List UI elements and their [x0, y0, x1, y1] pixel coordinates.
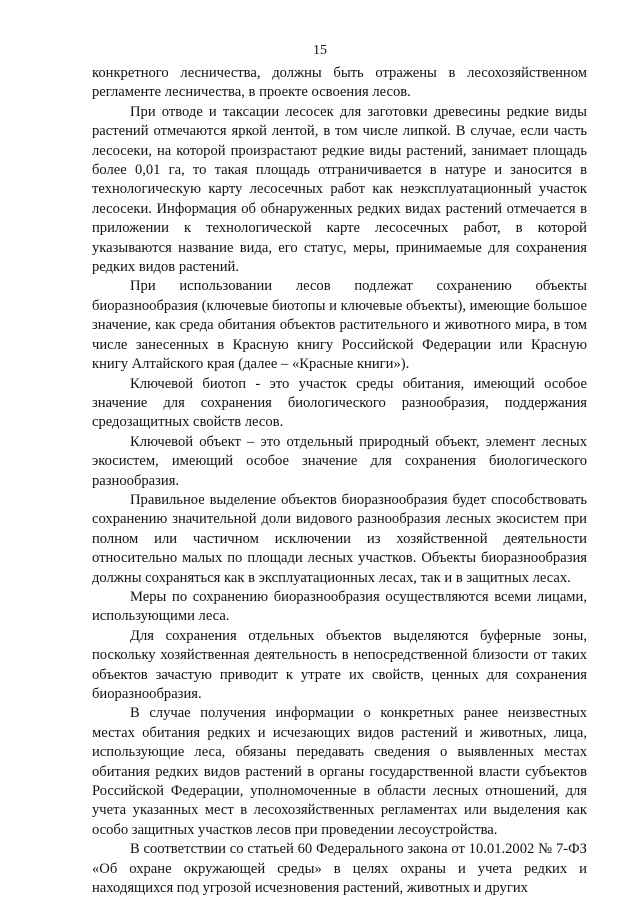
paragraph-federal-law: В соответствии со статьей 60 Федерального закона от 10.01.2002 № 7-ФЗ «Об охране окружающей среды» в целях охраны и учета редких и находящихся под угрозой исчезновения растений, животных и других — [92, 841, 587, 897]
page-number: 15 — [313, 43, 327, 58]
paragraph-correct-selection: Правильное выделение объектов биоразнообразия будет способствовать сохранению значительной доли видового разнообразия лесных экосистем при полном или частичном исключении из хозяйственной деятельности относительно малых по площади лесных участков. Объекты биоразнообразия должны сохраняться как в эксплуатационных лесах, так и в защитных лесах. — [92, 491, 587, 586]
paragraph-buffer-zones: Для сохранения отдельных объектов выделяются буферные зоны, поскольку хозяйственная деятельность в непосредственной близости от таких объектов зачастую приводит к утрате их свойств, ценных для сохранения биоразнообразия. — [92, 627, 587, 702]
paragraph-key-object: Ключевой объект – это отдельный природный объект, элемент лесных экосистем, имеющий особое значение для сохранения биологического разнообразия. — [92, 433, 587, 489]
paragraph-conservation-measures: Меры по сохранению биоразнообразия осуществляются всеми лицами, использующими леса. — [92, 588, 587, 625]
paragraph-key-biotope: Ключевой биотоп - это участок среды обитания, имеющий особое значение для сохранения биологического разнообразия, поддержания средозащитных свойств лесов. — [92, 375, 587, 431]
paragraph-continuation: конкретного лесничества, должны быть отражены в лесохозяйственном регламенте лесничества, в проекте освоения лесов. — [92, 65, 587, 101]
paragraph-information-reporting: В случае получения информации о конкретных ранее неизвестных местах обитания редких и исчезающих видов растений и животных, лица, использующие леса, обязаны передавать сведения о выявленных местах обитания редких видов растений в органы государственной власти субъектов Российской Федерации, уполномоченные в области лесных отношений, для учета указанных мест в лесохозяйственных регламентах или выделения как особо защитных участков лесов при проведении лесоустройства. — [92, 705, 587, 838]
document-body — [92, 64, 587, 898]
paragraph-logging-site-marking: При отводе и таксации лесосек для заготовки древесины редкие виды растений отмечаются яркой лентой, в том числе липкой. В случае, если часть лесосеки, на которой произрастают редкие виды растений, занимает площадь более 0,01 га, то такая площадь отграничивается в натуре и заносится в технологическую карту лесосечных работ как неэксплуатационный участок лесосеки. Информация об обнаруженных редких видах растений отмечается в приложении к технологической карте лесосечных работ, в которой указываются название вида, его статус, меры, принимаемые для сохранения редких видов растений. — [92, 103, 587, 276]
paragraph-biodiversity-objects: При использовании лесов подлежат сохранению объекты биоразнообразия (ключевые биотопы и ключевые объекты), имеющие большое значение, как среда обитания объектов растительного и животного мира, в том числе занесенных в Красную книгу Российской Федерации или Красную книгу Алтайского края (далее – «Красные книги»). — [92, 278, 587, 373]
